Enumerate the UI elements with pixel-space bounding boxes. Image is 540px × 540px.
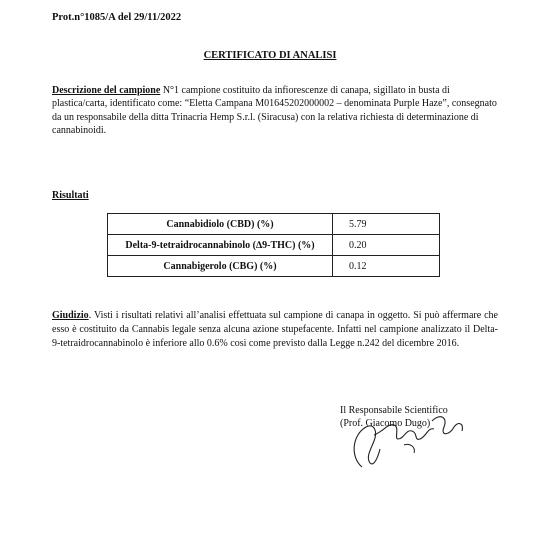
description-label: Descrizione del campione [52,85,161,96]
analyte-value: 5.79 [333,214,440,235]
protocol-number: Prot.n°1085/A del 29/11/2022 [52,12,182,23]
handwritten-signature [344,405,474,475]
description-text: N°1 campione costituito da infiorescenze di canapa, sigillato in busta di plastica/carta, identificato come: “Eletta Campana M01645202000002 – denominata Purple Haze”, consegnato da un responsabile della ditta Trinacria Hemp S.r.l. (Siracusa) con la relativa richiesta di determinazione di cannabinoidi. [52,85,497,137]
table-row [108,214,440,235]
signatory-name: (Prof. Giacomo Dugo) [340,418,431,429]
document-title: CERTIFICATO DI ANALISI [203,50,337,61]
judgement-label: Giudizio [52,310,89,321]
signatory-role: Il Responsabile Scientifico [340,405,448,416]
analyte-value: 0.20 [333,235,440,256]
table-row [108,235,440,256]
results-label: Risultati [52,190,89,201]
results-table [107,213,440,277]
sample-description [52,84,498,138]
analyte-name: Cannabigerolo (CBG) (%) [108,256,333,277]
judgement-text: . Visti i risultati relativi all’analisi effettuata sul campione di canapa in oggetto. Si può affermare che esso è costituito da Cannabis legale senza alcuna azione stupefacente. Infatti nel campione analizzato il Delta-9-tetraidrocannabinolo è inferiore allo 0.6% così come previsto dalla Legge n.242 del dicembre 2016. [52,310,498,349]
judgement-paragraph [52,309,498,351]
analyte-value: 0.12 [333,256,440,277]
analyte-name: Cannabidiolo (CBD) (%) [108,214,333,235]
table-row [108,256,440,277]
analyte-name: Delta-9-tetraidrocannabinolo (∆9-THC) (%) [108,235,333,256]
